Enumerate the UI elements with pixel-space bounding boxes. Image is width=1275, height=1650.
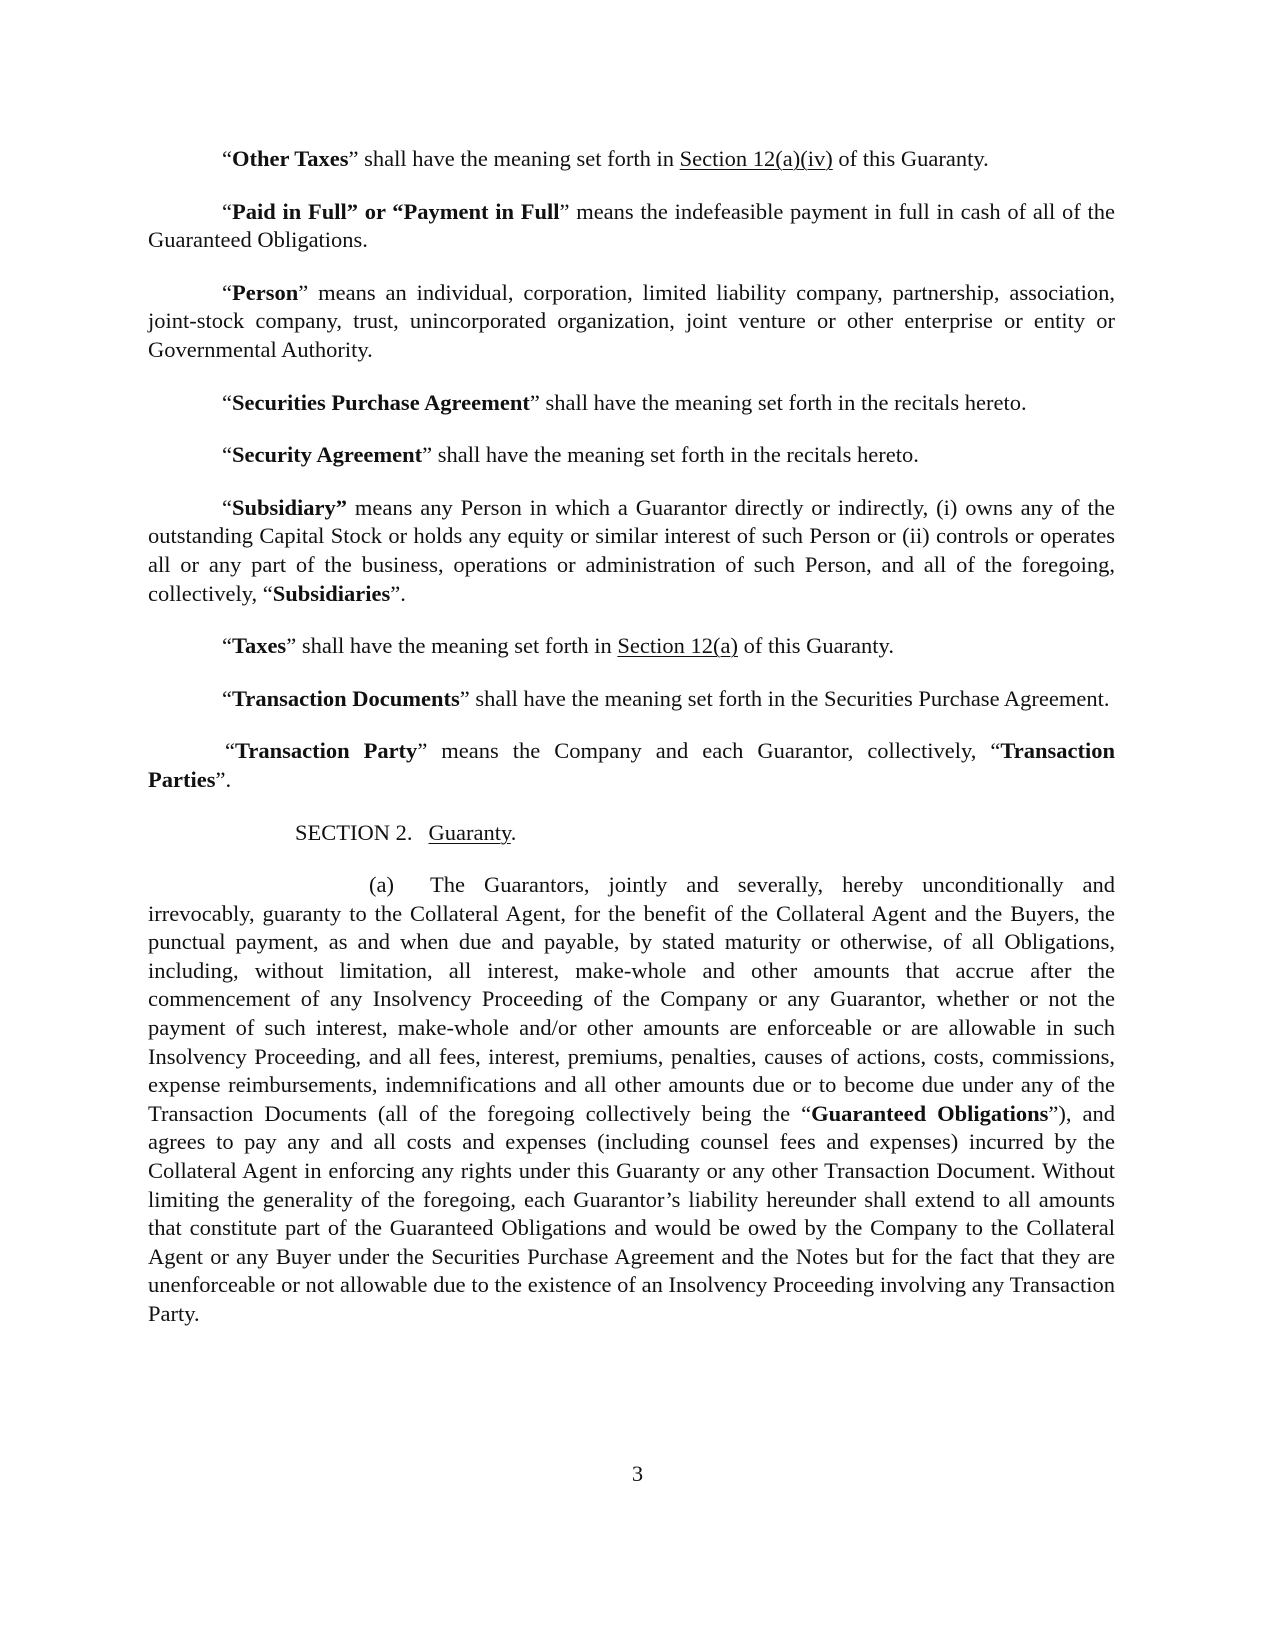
definition-taxes: “Taxes” shall have the meaning set forth in Section 12(a) of this Guaranty. bbox=[222, 633, 894, 659]
defined-term: Person bbox=[232, 279, 299, 305]
defined-term: Paid in Full” or “Payment in Full bbox=[232, 198, 560, 224]
paragraph-marker: (a) bbox=[369, 872, 394, 898]
defined-term: Taxes bbox=[232, 633, 287, 659]
definition-transaction-documents: “Transaction Documents” shall have the meaning set forth in the Securities Purchase Agreement. bbox=[222, 685, 1110, 711]
section-2-paragraph-a: (a) The Guarantors, jointly and severally, hereby unconditionally and irrevocably, guaranty to the Collateral Agent, for the benefit of the Collateral Agent and the Buyers, the punctual payment, as and when due and payable, by stated maturity or otherwise, of all Obligations, including, without limitation, all interest, make-whole and other amounts that accrue after the commencement of any Insolvency Proceeding of the Company or any Guarantor, whether or not the payment of such interest, make-whole and/or other amounts are enforceable or are allowable in such Insolvency Proceeding, and all fees, interest, premiums, penalties, causes of actions, costs, commissions, expense reimbursements, indemnifications and all other amounts due or to become due under any of the Transaction Documents (all of the foregoing collectively being the “Guaranteed Obligations”), and agrees to pay any and all costs and expenses (including counsel fees and expenses) incurred by the Collateral Agent in enforcing any rights under this Guaranty or any other Transaction Document. Without limiting the generality of the foregoing, each Guarantor’s liability hereunder shall extend to all amounts that constitute part of the Guaranteed Obligations and would be owed by the Company to the Collateral Agent or any Buyer under the Securities Purchase Agreement and the Notes but for the fact that they are unenforceable or not allowable due to the existence of an Insolvency Proceeding involving any Transaction Party. bbox=[148, 872, 1116, 1326]
defined-term-plural: Transaction Parties bbox=[148, 738, 1116, 792]
section-reference: Section 12(a)(iv) bbox=[679, 146, 833, 171]
definition-securities-purchase-agreement: “Securities Purchase Agreement” shall have the meaning set forth in the recitals hereto. bbox=[222, 389, 1027, 415]
section-2-heading: SECTION 2. Guaranty. bbox=[295, 819, 517, 845]
section-reference: Section 12(a) bbox=[617, 633, 738, 659]
defined-term-plural: Subsidiaries bbox=[272, 580, 391, 606]
defined-term: Securities Purchase Agreement bbox=[232, 389, 530, 415]
defined-term: Transaction Documents bbox=[232, 685, 460, 711]
definition-transaction-party: “Transaction Party” means the Company and each Guarantor, collectively, “Transaction Parties”. bbox=[148, 738, 1116, 792]
section-title: Guaranty bbox=[428, 819, 511, 845]
definition-person: “Person” means an individual, corporation, limited liability company, partnership, association, joint-stock company, trust, unincorporated organization, joint venture or other enterprise or entity or Governmental Authority. bbox=[148, 279, 1115, 362]
page-number: 3 bbox=[631, 1461, 644, 1486]
definition-security-agreement: “Security Agreement” shall have the meaning set forth in the recitals hereto. bbox=[222, 442, 919, 468]
definition-paid-in-full: “Paid in Full” or “Payment in Full” means the indefeasible payment in full in cash of all of the Guaranteed Obligations. bbox=[148, 198, 1115, 253]
defined-term: Subsidiary” bbox=[232, 494, 348, 520]
document-body bbox=[148, 145, 1115, 1329]
defined-term: Security Agreement bbox=[232, 442, 423, 468]
defined-term: Transaction Party bbox=[235, 738, 418, 764]
definition-subsidiary: “Subsidiary” means any Person in which a Guarantor directly or indirectly, (i) owns any of the outstanding Capital Stock or holds any equity or similar interest of such Person or (ii) controls or operates all or any part of the business, operations or administration of such Person, and all of the foregoing, collectively, “Subsidiaries”. bbox=[148, 494, 1115, 606]
defined-term: Other Taxes bbox=[232, 146, 349, 171]
definition-other-taxes: “Other Taxes” shall have the meaning set forth in Section 12(a)(iv) of this Guaranty. bbox=[222, 146, 989, 171]
defined-term: Guaranteed Obligations bbox=[811, 1100, 1049, 1126]
section-label: SECTION 2. bbox=[295, 819, 413, 845]
